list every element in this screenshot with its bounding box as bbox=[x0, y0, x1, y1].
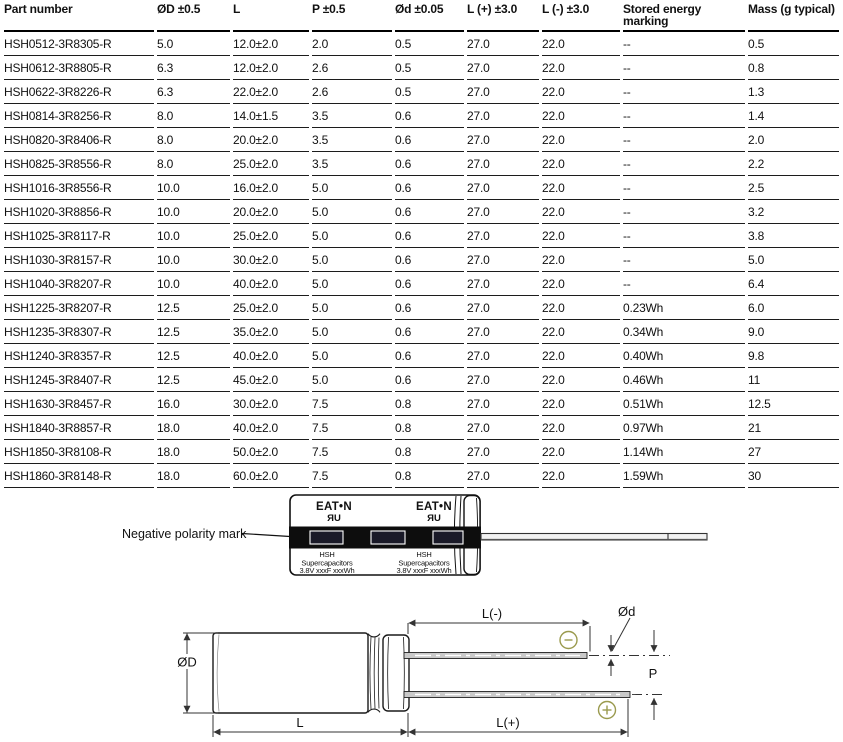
capacitor-end-cap-side bbox=[383, 635, 409, 711]
marking-series-text: HSH bbox=[416, 550, 432, 559]
table-cell: 27.0 bbox=[467, 344, 539, 368]
table-row bbox=[4, 440, 839, 464]
column-header: P ±0.5 bbox=[312, 0, 392, 32]
table-cell: 30 bbox=[748, 464, 839, 488]
table-cell: 27.0 bbox=[467, 392, 539, 416]
table-cell: 8.0 bbox=[157, 152, 230, 176]
table-cell: 12.5 bbox=[157, 296, 230, 320]
table-cell: 2.2 bbox=[748, 152, 839, 176]
table-cell: 3.5 bbox=[312, 104, 392, 128]
table-cell: 50.0±2.0 bbox=[233, 440, 309, 464]
table-cell: HSH0820-3R8406-R bbox=[4, 128, 154, 152]
table-cell: 5.0 bbox=[157, 32, 230, 56]
table-cell: 0.34Wh bbox=[623, 320, 745, 344]
table-cell: 0.5 bbox=[395, 32, 464, 56]
table-cell: 27.0 bbox=[467, 320, 539, 344]
table-cell: 5.0 bbox=[312, 200, 392, 224]
table-cell: 27.0 bbox=[467, 56, 539, 80]
table-cell: 30.0±2.0 bbox=[233, 248, 309, 272]
table-cell: 22.0 bbox=[542, 464, 620, 488]
table-cell: 5.0 bbox=[312, 176, 392, 200]
table-cell: 22.0 bbox=[542, 368, 620, 392]
table-cell: 0.6 bbox=[395, 248, 464, 272]
table-cell: 1.3 bbox=[748, 80, 839, 104]
table-cell: 22.0 bbox=[542, 392, 620, 416]
marking-series-text: HSH bbox=[319, 550, 335, 559]
table-cell: 0.8 bbox=[748, 56, 839, 80]
table-cell: 3.8 bbox=[748, 224, 839, 248]
table-row bbox=[4, 416, 839, 440]
table-cell: 0.5 bbox=[748, 32, 839, 56]
table-cell: 40.0±2.0 bbox=[233, 344, 309, 368]
table-cell: 9.0 bbox=[748, 320, 839, 344]
table-cell: 0.6 bbox=[395, 128, 464, 152]
table-cell: 27.0 bbox=[467, 272, 539, 296]
parts-table-body bbox=[4, 32, 839, 488]
table-cell: 10.0 bbox=[157, 200, 230, 224]
table-cell: 2.5 bbox=[748, 176, 839, 200]
table-cell: 0.6 bbox=[395, 272, 464, 296]
table-cell: 25.0±2.0 bbox=[233, 296, 309, 320]
table-cell: HSH1025-3R8117-R bbox=[4, 224, 154, 248]
table-cell: 27.0 bbox=[467, 32, 539, 56]
table-cell: 27.0 bbox=[467, 368, 539, 392]
table-row bbox=[4, 272, 839, 296]
capacitor-body-side bbox=[213, 633, 368, 713]
table-cell: 12.0±2.0 bbox=[233, 32, 309, 56]
table-cell: 27.0 bbox=[467, 416, 539, 440]
table-cell: 0.23Wh bbox=[623, 296, 745, 320]
column-header: Ød ±0.05 bbox=[395, 0, 464, 32]
table-cell: 7.5 bbox=[312, 416, 392, 440]
table-cell: 20.0±2.0 bbox=[233, 128, 309, 152]
table-row bbox=[4, 320, 839, 344]
table-cell: 5.0 bbox=[312, 320, 392, 344]
column-header: L (-) ±3.0 bbox=[542, 0, 620, 32]
callout-leader-line bbox=[242, 534, 290, 537]
table-cell: 22.0 bbox=[542, 80, 620, 104]
column-header: Part number bbox=[4, 0, 154, 32]
table-cell: 21 bbox=[748, 416, 839, 440]
eaton-logo-text: EAT•N bbox=[316, 501, 352, 513]
table-row bbox=[4, 176, 839, 200]
table-cell: HSH1240-3R8357-R bbox=[4, 344, 154, 368]
table-cell: 0.6 bbox=[395, 344, 464, 368]
dim-label-body-length: L bbox=[296, 715, 304, 730]
dim-label-lead-pitch: P bbox=[648, 666, 658, 681]
table-cell: 9.8 bbox=[748, 344, 839, 368]
table-cell: 0.6 bbox=[395, 296, 464, 320]
table-cell: 22.0 bbox=[542, 248, 620, 272]
table-cell: 5.0 bbox=[312, 224, 392, 248]
table-cell: -- bbox=[623, 56, 745, 80]
table-cell: HSH1020-3R8856-R bbox=[4, 200, 154, 224]
table-cell: 22.0 bbox=[542, 152, 620, 176]
table-cell: 3.5 bbox=[312, 152, 392, 176]
table-cell: 18.0 bbox=[157, 464, 230, 488]
table-row bbox=[4, 392, 839, 416]
table-cell: 5.0 bbox=[748, 248, 839, 272]
table-cell: 0.8 bbox=[395, 416, 464, 440]
table-cell: 2.6 bbox=[312, 80, 392, 104]
table-cell: 1.59Wh bbox=[623, 464, 745, 488]
column-header: L bbox=[233, 0, 309, 32]
band-window bbox=[310, 531, 343, 544]
table-cell: -- bbox=[623, 200, 745, 224]
table-cell: 22.0 bbox=[542, 296, 620, 320]
table-cell: 12.0±2.0 bbox=[233, 56, 309, 80]
table-cell: 0.97Wh bbox=[623, 416, 745, 440]
table-cell: 16.0±2.0 bbox=[233, 176, 309, 200]
table-cell: 22.0 bbox=[542, 128, 620, 152]
column-header: L (+) ±3.0 bbox=[467, 0, 539, 32]
table-cell: 0.8 bbox=[395, 440, 464, 464]
table-cell: 0.46Wh bbox=[623, 368, 745, 392]
table-cell: 22.0 bbox=[542, 320, 620, 344]
table-cell: 0.6 bbox=[395, 200, 464, 224]
table-cell: HSH1016-3R8556-R bbox=[4, 176, 154, 200]
table-row bbox=[4, 104, 839, 128]
table-cell: 1.4 bbox=[748, 104, 839, 128]
table-cell: HSH1030-3R8157-R bbox=[4, 248, 154, 272]
table-cell: HSH0825-3R8556-R bbox=[4, 152, 154, 176]
dim-label-body-diameter: ØD bbox=[177, 654, 197, 670]
table-cell: 7.5 bbox=[312, 440, 392, 464]
table-cell: 22.0 bbox=[542, 200, 620, 224]
dim-label-negative-lead-length: L(-) bbox=[481, 606, 503, 621]
table-cell: 10.0 bbox=[157, 248, 230, 272]
table-cell: 45.0±2.0 bbox=[233, 368, 309, 392]
table-cell: 27.0 bbox=[467, 176, 539, 200]
table-cell: 0.6 bbox=[395, 224, 464, 248]
table-cell: -- bbox=[623, 224, 745, 248]
table-cell: -- bbox=[623, 248, 745, 272]
table-cell: 2.6 bbox=[312, 56, 392, 80]
table-row bbox=[4, 344, 839, 368]
table-cell: 12.5 bbox=[748, 392, 839, 416]
table-header-row bbox=[4, 0, 839, 32]
table-cell: -- bbox=[623, 272, 745, 296]
table-cell: HSH1245-3R8407-R bbox=[4, 368, 154, 392]
table-cell: 10.0 bbox=[157, 224, 230, 248]
table-cell: 6.3 bbox=[157, 80, 230, 104]
capacitor-drawings bbox=[0, 485, 843, 742]
marking-type-text: Supercapacitors bbox=[301, 558, 353, 568]
table-row bbox=[4, 80, 839, 104]
table-cell: 0.6 bbox=[395, 320, 464, 344]
table-cell: 8.0 bbox=[157, 104, 230, 128]
table-cell: 27.0 bbox=[467, 440, 539, 464]
table-cell: 11 bbox=[748, 368, 839, 392]
table-cell: 12.5 bbox=[157, 344, 230, 368]
table-cell: 7.5 bbox=[312, 392, 392, 416]
parts-spec-table bbox=[1, 0, 842, 488]
table-cell: 6.0 bbox=[748, 296, 839, 320]
table-cell: 10.0 bbox=[157, 176, 230, 200]
table-row bbox=[4, 368, 839, 392]
table-cell: 3.2 bbox=[748, 200, 839, 224]
table-cell: HSH1235-3R8307-R bbox=[4, 320, 154, 344]
ul-recognized-mark: ЯU bbox=[327, 513, 341, 524]
table-cell: -- bbox=[623, 152, 745, 176]
table-cell: -- bbox=[623, 80, 745, 104]
band-window bbox=[371, 531, 405, 544]
table-cell: 22.0 bbox=[542, 272, 620, 296]
table-cell: 27.0 bbox=[467, 128, 539, 152]
table-cell: 27.0 bbox=[467, 224, 539, 248]
table-cell: 0.40Wh bbox=[623, 344, 745, 368]
table-cell: 18.0 bbox=[157, 416, 230, 440]
table-cell: 22.0 bbox=[542, 224, 620, 248]
table-cell: 40.0±2.0 bbox=[233, 416, 309, 440]
table-row bbox=[4, 200, 839, 224]
table-cell: 27 bbox=[748, 440, 839, 464]
table-cell: HSH1225-3R8207-R bbox=[4, 296, 154, 320]
table-cell: 0.5 bbox=[395, 56, 464, 80]
table-cell: 5.0 bbox=[312, 368, 392, 392]
table-cell: HSH1840-3R8857-R bbox=[4, 416, 154, 440]
table-cell: 22.0 bbox=[542, 440, 620, 464]
table-cell: 2.0 bbox=[312, 32, 392, 56]
table-cell: -- bbox=[623, 176, 745, 200]
table-cell: HSH0814-3R8256-R bbox=[4, 104, 154, 128]
table-cell: 6.3 bbox=[157, 56, 230, 80]
table-cell: HSH1850-3R8108-R bbox=[4, 440, 154, 464]
table-cell: 12.5 bbox=[157, 320, 230, 344]
column-header: Mass (g typical) bbox=[748, 0, 839, 32]
table-cell: 30.0±2.0 bbox=[233, 392, 309, 416]
table-cell: 22.0 bbox=[542, 344, 620, 368]
table-header bbox=[4, 0, 839, 32]
table-cell: 22.0±2.0 bbox=[233, 80, 309, 104]
table-cell: 22.0 bbox=[542, 176, 620, 200]
table-cell: 5.0 bbox=[312, 248, 392, 272]
band-window bbox=[433, 531, 463, 544]
table-cell: 0.8 bbox=[395, 392, 464, 416]
table-cell: 27.0 bbox=[467, 80, 539, 104]
table-cell: 22.0 bbox=[542, 32, 620, 56]
table-cell: HSH0512-3R8305-R bbox=[4, 32, 154, 56]
capacitor-diagram-svg bbox=[0, 485, 843, 742]
table-cell: 0.51Wh bbox=[623, 392, 745, 416]
dim-label-positive-lead-length: L(+) bbox=[496, 715, 520, 730]
ul-recognized-mark: ЯU bbox=[427, 513, 441, 524]
table-row bbox=[4, 296, 839, 320]
table-cell: 27.0 bbox=[467, 464, 539, 488]
table-cell: HSH1040-3R8207-R bbox=[4, 272, 154, 296]
table-cell: HSH1630-3R8457-R bbox=[4, 392, 154, 416]
table-cell: 10.0 bbox=[157, 272, 230, 296]
table-row bbox=[4, 248, 839, 272]
table-cell: 0.5 bbox=[395, 80, 464, 104]
table-cell: 8.0 bbox=[157, 128, 230, 152]
table-cell: 20.0±2.0 bbox=[233, 200, 309, 224]
table-cell: 22.0 bbox=[542, 416, 620, 440]
table-cell: HSH1860-3R8148-R bbox=[4, 464, 154, 488]
table-cell: 18.0 bbox=[157, 440, 230, 464]
table-cell: 40.0±2.0 bbox=[233, 272, 309, 296]
side-view-capacitor bbox=[177, 604, 670, 737]
column-header: Stored energy marking bbox=[623, 0, 745, 32]
dim-label-lead-diameter: Ød bbox=[618, 604, 636, 619]
table-row bbox=[4, 56, 839, 80]
table-cell: 0.6 bbox=[395, 104, 464, 128]
marking-rating-text: 3.8V xxxF xxxWh bbox=[396, 566, 452, 575]
table-cell: 27.0 bbox=[467, 152, 539, 176]
table-cell: 22.0 bbox=[542, 104, 620, 128]
table-cell: 16.0 bbox=[157, 392, 230, 416]
table-row bbox=[4, 224, 839, 248]
eaton-logo-text: EAT•N bbox=[416, 501, 452, 513]
table-cell: 7.5 bbox=[312, 464, 392, 488]
table-cell: 27.0 bbox=[467, 296, 539, 320]
table-cell: 3.5 bbox=[312, 128, 392, 152]
table-cell: -- bbox=[623, 104, 745, 128]
column-header: ØD ±0.5 bbox=[157, 0, 230, 32]
table-cell: 0.6 bbox=[395, 368, 464, 392]
table-row bbox=[4, 128, 839, 152]
table-cell: 0.6 bbox=[395, 152, 464, 176]
marking-rating-text: 3.8V xxxF xxxWh bbox=[299, 566, 355, 575]
table-cell: 0.6 bbox=[395, 176, 464, 200]
table-cell: 14.0±1.5 bbox=[233, 104, 309, 128]
table-cell: 1.14Wh bbox=[623, 440, 745, 464]
table-cell: HSH0622-3R8226-R bbox=[4, 80, 154, 104]
table-cell: 22.0 bbox=[542, 56, 620, 80]
table-cell: 60.0±2.0 bbox=[233, 464, 309, 488]
table-row bbox=[4, 32, 839, 56]
table-row bbox=[4, 152, 839, 176]
table-cell: 35.0±2.0 bbox=[233, 320, 309, 344]
table-cell: 5.0 bbox=[312, 296, 392, 320]
table-cell: 2.0 bbox=[748, 128, 839, 152]
top-view-capacitor bbox=[122, 495, 707, 575]
table-cell: 5.0 bbox=[312, 272, 392, 296]
table-cell: 25.0±2.0 bbox=[233, 224, 309, 248]
negative-polarity-callout-label: Negative polarity mark bbox=[122, 527, 247, 541]
table-cell: 25.0±2.0 bbox=[233, 152, 309, 176]
table-cell: -- bbox=[623, 32, 745, 56]
table-cell: 6.4 bbox=[748, 272, 839, 296]
table-cell: 27.0 bbox=[467, 104, 539, 128]
table-cell: -- bbox=[623, 128, 745, 152]
table-cell: 12.5 bbox=[157, 368, 230, 392]
table-cell: HSH0612-3R8805-R bbox=[4, 56, 154, 80]
table-cell: 27.0 bbox=[467, 200, 539, 224]
marking-type-text: Supercapacitors bbox=[398, 558, 450, 568]
table-cell: 27.0 bbox=[467, 248, 539, 272]
table-cell: 5.0 bbox=[312, 344, 392, 368]
table-cell: 0.8 bbox=[395, 464, 464, 488]
